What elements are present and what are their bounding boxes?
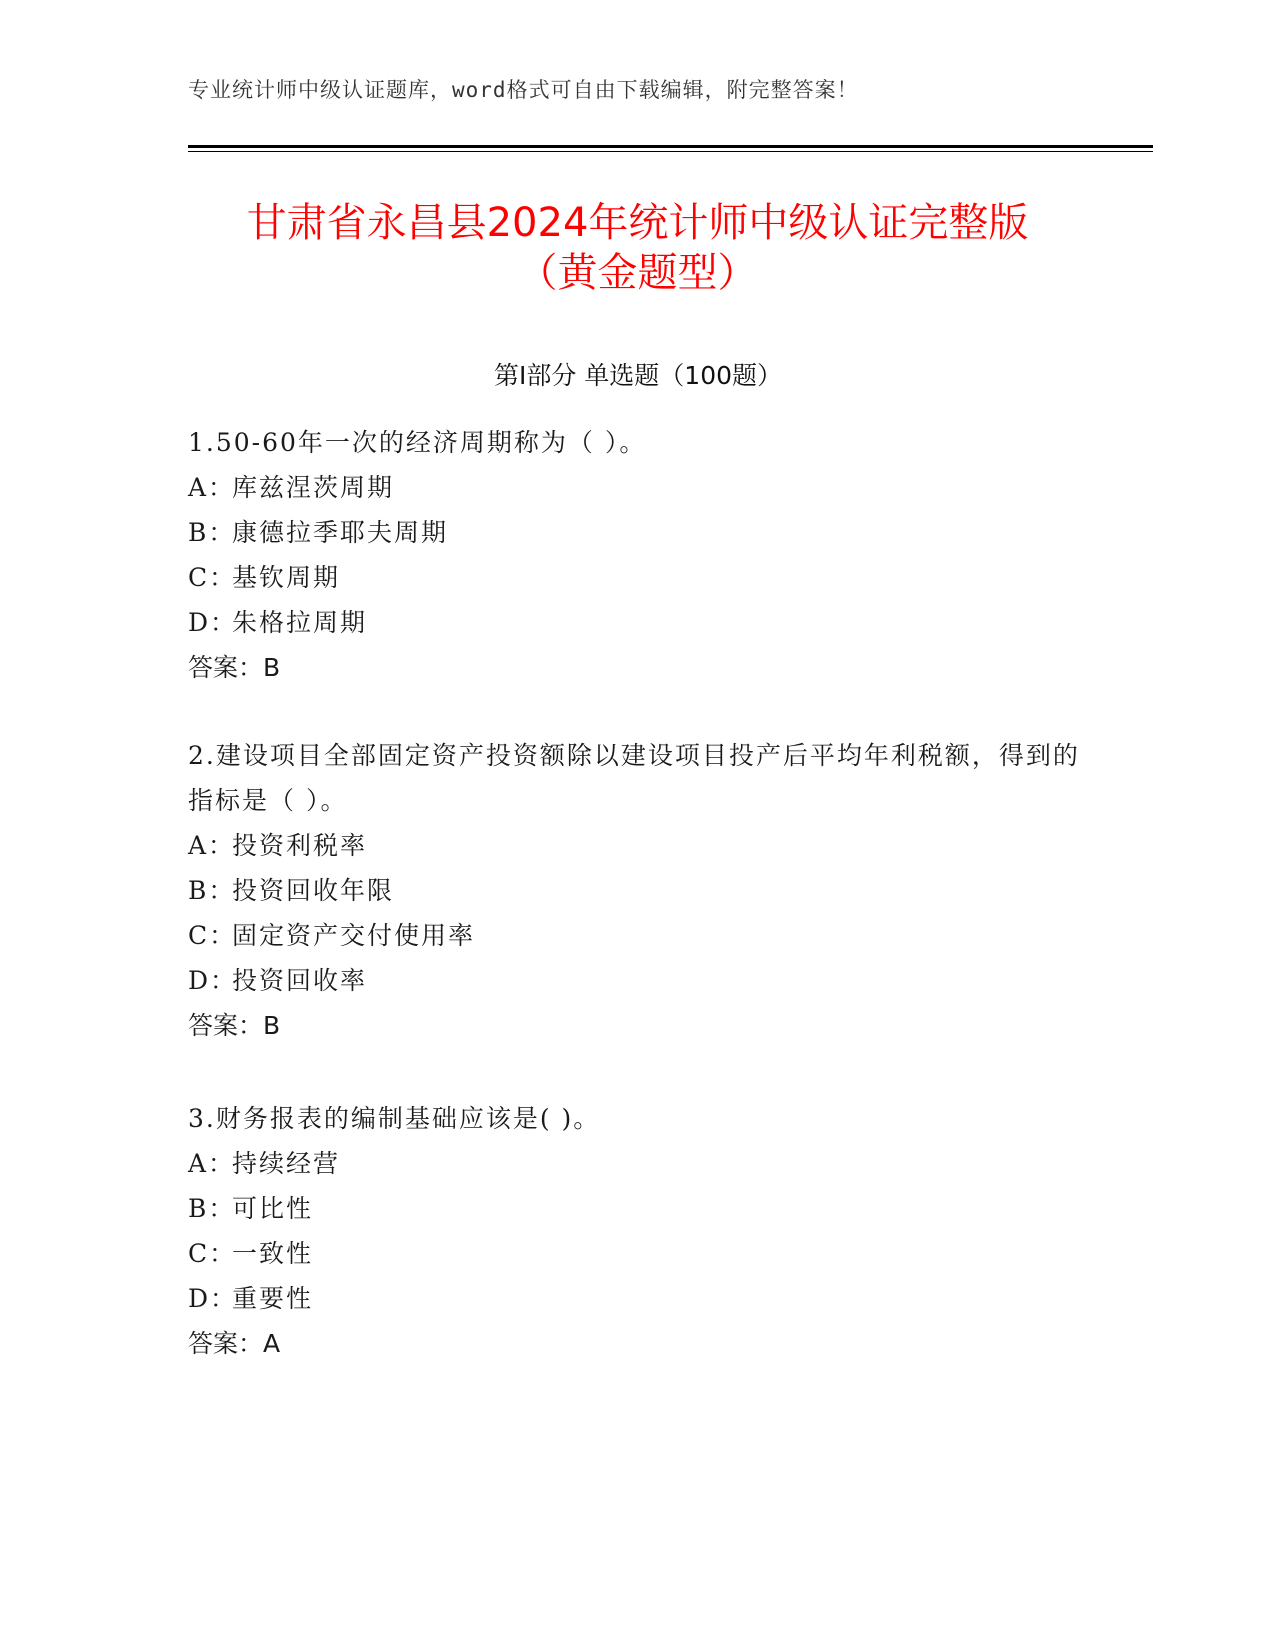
option-d	[188, 958, 1088, 1003]
option-d	[188, 600, 1088, 645]
option-text: 持续经营	[232, 1149, 341, 1178]
option-text: 库兹涅茨周期	[232, 473, 395, 502]
option-text: 基钦周期	[232, 563, 341, 592]
question-1	[188, 420, 1088, 690]
option-key: C：	[188, 563, 237, 592]
option-b	[188, 510, 1088, 555]
question-stem: 1.50-60年一次的经济周期称为（ ）。	[188, 428, 647, 457]
option-key: C：	[188, 921, 237, 950]
option-b	[188, 868, 1088, 913]
option-key: D：	[188, 966, 238, 995]
option-key: B：	[188, 1194, 236, 1223]
answer: 答案：B	[188, 1011, 281, 1040]
option-text: 投资回收年限	[232, 876, 395, 905]
option-text: 康德拉季耶夫周期	[232, 518, 449, 547]
page-header: 专业统计师中级认证题库，word格式可自由下载编辑，附完整答案！	[188, 78, 859, 102]
question-2	[188, 733, 1088, 1048]
question-3	[188, 1096, 1088, 1366]
option-key: A：	[188, 1149, 236, 1178]
option-c	[188, 555, 1088, 600]
option-text: 重要性	[232, 1284, 314, 1313]
answer: 答案：B	[188, 653, 281, 682]
option-text: 可比性	[232, 1194, 314, 1223]
option-text: 投资回收率	[232, 966, 368, 995]
option-c	[188, 913, 1088, 958]
option-d	[188, 1276, 1088, 1321]
option-key: D：	[188, 608, 238, 637]
document-title-line1: 甘肃省永昌县2024年统计师中级认证完整版	[246, 200, 1029, 246]
option-a	[188, 465, 1088, 510]
option-text: 朱格拉周期	[232, 608, 368, 637]
option-b	[188, 1186, 1088, 1231]
option-key: D：	[188, 1284, 238, 1313]
option-c	[188, 1231, 1088, 1276]
option-a	[188, 823, 1088, 868]
option-text: 固定资产交付使用率	[232, 921, 476, 950]
option-a	[188, 1141, 1088, 1186]
option-key: C：	[188, 1239, 237, 1268]
option-text: 一致性	[232, 1239, 314, 1268]
section-heading: 第Ⅰ部分 单选题（100题）	[493, 361, 783, 390]
option-key: A：	[188, 831, 236, 860]
option-key: B：	[188, 876, 236, 905]
document-title-line2: （黄金题型）	[517, 250, 758, 296]
option-text: 投资利税率	[232, 831, 368, 860]
option-key: A：	[188, 473, 236, 502]
header-rule-thick	[188, 145, 1153, 148]
answer: 答案：A	[188, 1329, 281, 1358]
question-stem: 2.建设项目全部固定资产投资额除以建设项目投产后平均年利税额，得到的指标是（ ）。	[188, 741, 1080, 815]
question-stem: 3.财务报表的编制基础应该是( )。	[188, 1104, 601, 1133]
header-rule-thin	[188, 151, 1153, 152]
document-title	[160, 198, 1115, 298]
option-key: B：	[188, 518, 236, 547]
